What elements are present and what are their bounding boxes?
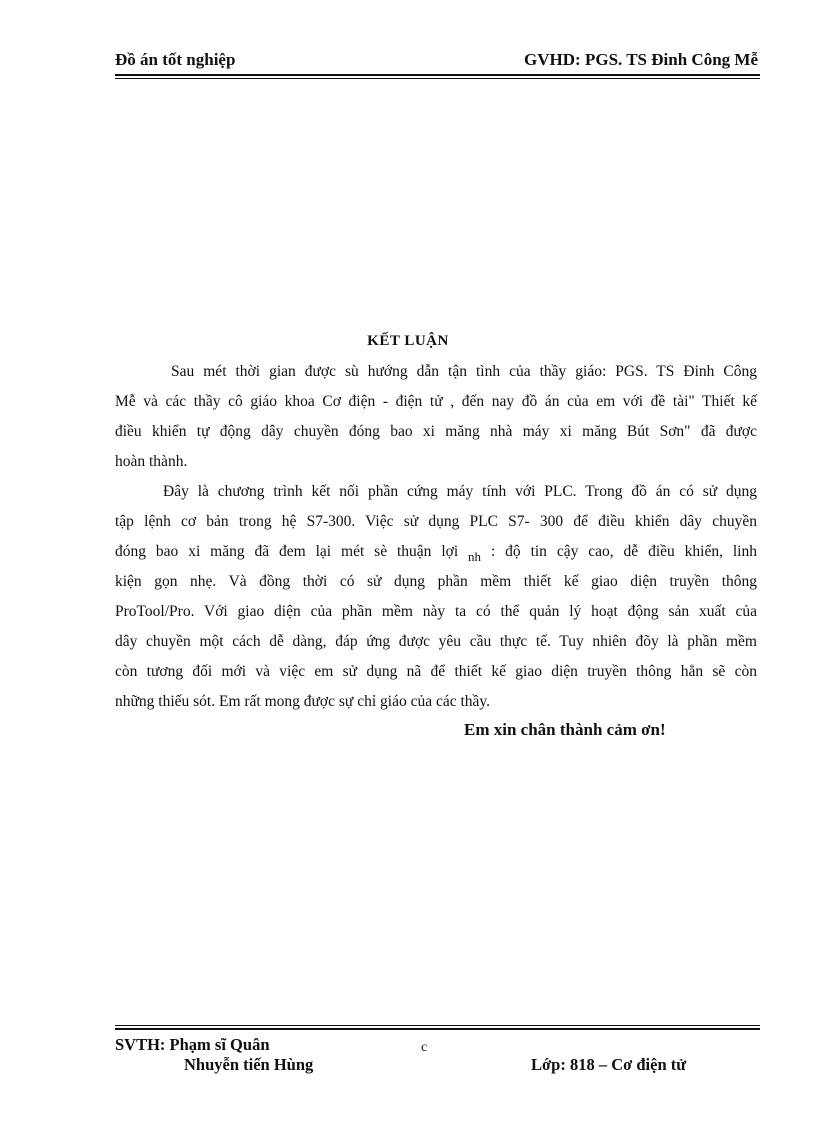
header-rule-thin (115, 78, 760, 79)
footer-svth: SVTH: Phạm sĩ Quân (115, 1035, 270, 1054)
paragraph-2-line-5: ProTool/Pro. Với giao diện của phần mềm này ta có thể quản lý hoạt động sản xuất của (115, 603, 757, 620)
paragraph-2-line-4: kiện gọn nhẹ. Và đồng thời có sử dụng phần mềm thiết kế giao diện truyền thông (115, 573, 757, 590)
footer-class: Lớp: 818 – Cơ điện tử (531, 1055, 687, 1074)
footer-rule-thick (115, 1028, 760, 1030)
closing-thanks: Em xin chân thành cảm ơn! (464, 720, 666, 739)
paragraph-2-line-6: dây chuyền một cách dễ dàng, đáp ứng được yêu cầu thực tế. Tuy nhiên đõy là phần mềm (115, 633, 757, 650)
paragraph-1-line-4: hoàn thành. (115, 453, 188, 470)
body-text (115, 357, 757, 717)
header-left: Đồ án tốt nghiệp (115, 50, 236, 69)
footer-page-mark: c (421, 1040, 428, 1055)
paragraph-1-line-3: điều khiển tự động dây chuyền đóng bao xi măng nhà máy xi măng Bút Sơn" đã được (115, 423, 757, 440)
header-right: GVHD: PGS. TS Đinh Công Mễ (524, 50, 758, 69)
paragraph-2-line-7: còn tương đối mới và việc em sử dụng nã để thiết kế giao diện truyền thông hẳn sẽ còn (115, 663, 757, 680)
header-rule-thick (115, 74, 760, 76)
paragraph-1-line-1: Sau mét thời gian được sù hướng dẫn tận tình của thầy giáo: PGS. TS Đinh Công (171, 363, 757, 380)
paragraph-2-line-3-rest: : độ tin cậy cao, dễ điều khiển, linh (481, 543, 757, 560)
footer-rule-thin (115, 1025, 760, 1026)
footer-student-2: Nhuyễn tiến Hùng (184, 1055, 314, 1074)
section-title: KẾT LUẬN (367, 333, 449, 349)
paragraph-2-line-3 (115, 537, 757, 567)
paragraph-2-line-3-start: đóng bao xi măng đã đem lại mét sè thuận lợi (115, 543, 459, 560)
paragraph-2-line-1: Đây là chương trình kết nối phần cứng máy tính với PLC. Trong đồ án có sử dụng (163, 483, 757, 500)
inline-subscript: nh (468, 549, 482, 564)
paragraph-2-line-2: tập lệnh cơ bản trong hệ S7-300. Việc sử dụng PLC S7- 300 để điều khiển dây chuyền (115, 513, 757, 530)
paragraph-1-line-2: Mễ và các thầy cô giáo khoa Cơ điện - điện tử , đến nay đồ án của em với đề tài" Thiết kế (115, 393, 757, 410)
paragraph-2-line-8: những thiếu sót. Em rất mong được sự chỉ giáo của các thầy. (115, 693, 491, 710)
